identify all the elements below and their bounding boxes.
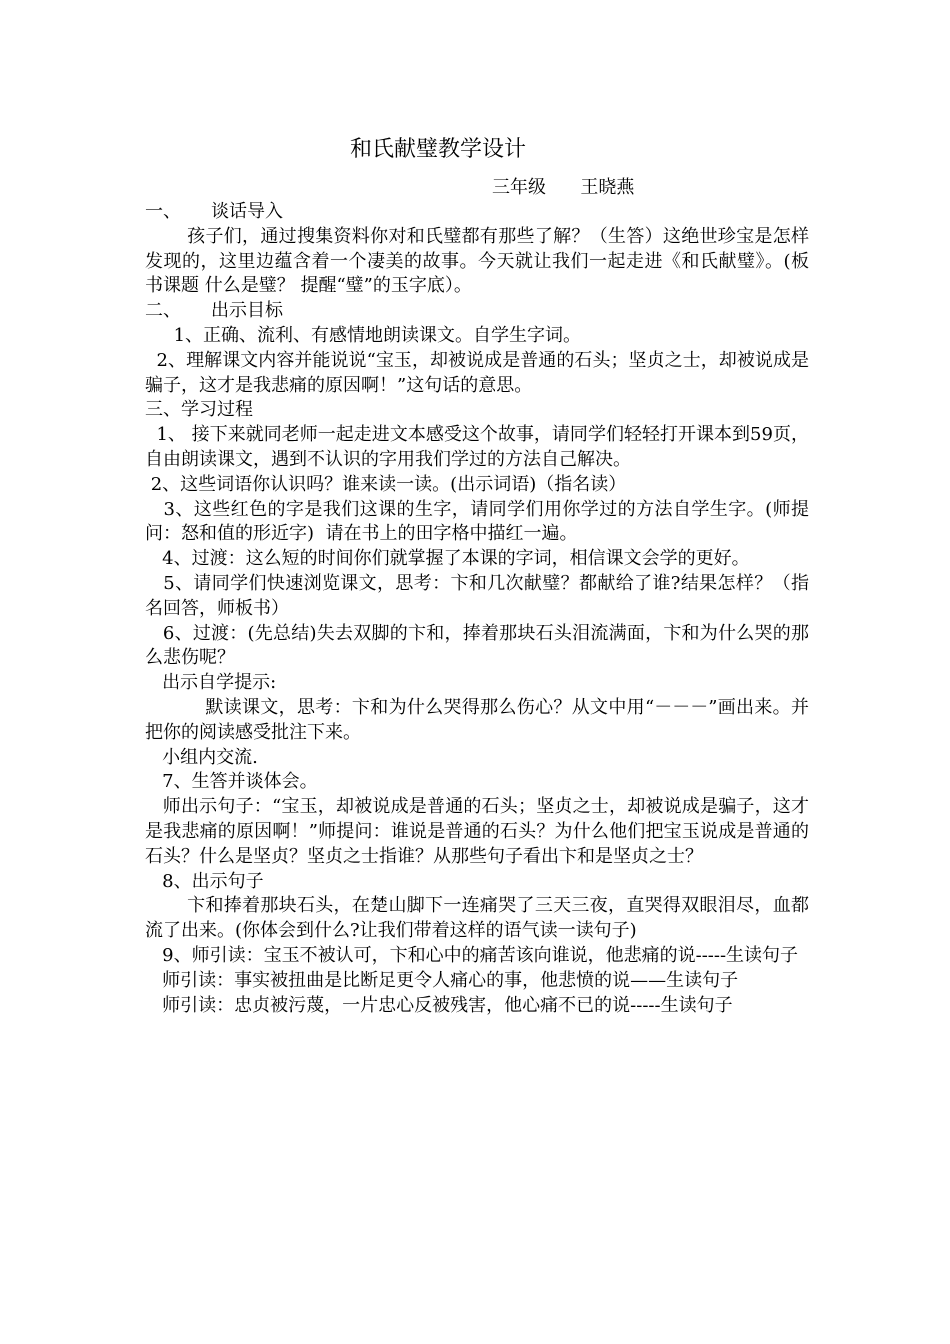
section-heading-2 — [145, 299, 809, 324]
paragraph: 3、这些红色的字是我们这课的生字，请同学们用你学过的方法自学生字。(师提问：怒和值的形近字) 请在书上的田字格中描红一遍。 — [145, 498, 809, 545]
author-line: 三年级 王晓燕 — [492, 177, 635, 198]
paragraph: 师引读：事实被扭曲是比断足更令人痛心的事，他悲愤的说——生读句子 — [145, 969, 739, 991]
section-title: 谈话导入 — [211, 201, 283, 222]
paragraph: 7、生答并谈体会。 — [145, 771, 318, 793]
paragraph: 1、 接下来就同老师一起走进文本感受这个故事，请同学们轻轻打开课本到59页，自由朗读课文，遇到不认识的字用我们学过的方法自己解决。 — [145, 424, 809, 470]
paragraph: 师引读：忠贞被污蔑，一片忠心反被残害，他心痛不已的说-----生读句子 — [145, 994, 733, 1016]
section-number: 二、 — [145, 300, 181, 322]
section-heading-3: 三、学习过程 — [145, 399, 253, 421]
paragraph: 2、这些词语你认识吗？谁来读一读。(出示词语)（指名读） — [145, 473, 627, 495]
paragraph: 1、正确、流利、有感情地朗读课文。自学生字词。 — [145, 324, 582, 346]
paragraph: 卞和捧着那块石头，在楚山脚下一连痛哭了三天三夜，直哭得双眼泪尽，血都流了出来。(你体会到什么?让我们带着这样的语气读一读句子) — [145, 895, 810, 942]
section-heading-1 — [145, 200, 809, 225]
paragraph: 5、请同学们快速浏览课文，思考：卞和几次献璧？都献给了谁?结果怎样？（指名回答，师板书） — [145, 572, 809, 619]
paragraph: 小组内交流. — [145, 746, 258, 768]
document-title: 和氏献璧教学设计 — [349, 137, 526, 162]
paragraph: 2、理解课文内容并能说说“宝玉，却被说成是普通的石头；坚贞之士，却被说成是骗子，这才是我悲痛的原因啊！”这句话的意思。 — [145, 349, 809, 396]
document-body — [145, 200, 809, 1018]
paragraph: 9、师引读：宝玉不被认可，卞和心中的痛苦该向谁说，他悲痛的说-----生读句子 — [145, 944, 799, 966]
section-title: 出示目标 — [211, 300, 283, 322]
paragraph: 出示自学提示: — [145, 672, 277, 694]
paragraph: 8、出示句子 — [145, 870, 264, 892]
paragraph: 师出示句子：“宝玉，却被说成是普通的石头；坚贞之士，却被说成是骗子，这才是我悲痛的原因啊！”师提问：谁说是普通的石头？为什么他们把宝玉说成是普通的石头？什么是坚贞？坚贞之士指谁？从那些句子看出卞和是坚贞之士？ — [145, 796, 810, 867]
paragraph: 孩子们，通过搜集资料你对和氏璧都有那些了解？（生答）这绝世珍宝是怎样发现的，这里边蕴含着一个凄美的故事。今天就让我们一起走进《和氏献璧》。(板书课题 什么是璧？ 提醒“璧”的玉字底）。 — [145, 225, 810, 297]
paragraph: 默读课文，思考：卞和为什么哭得那么伤心？从文中用“－－－”画出来。并把你的阅读感受批注下来。 — [145, 696, 809, 743]
section-number: 一、 — [145, 201, 181, 222]
paragraph: 6、过渡：(先总结)失去双脚的卞和，捧着那块石头泪流满面，卞和为什么哭的那么悲伤呢？ — [145, 622, 809, 669]
paragraph: 4、过渡：这么短的时间你们就掌握了本课的字词，相信课文会学的更好。 — [145, 548, 750, 570]
